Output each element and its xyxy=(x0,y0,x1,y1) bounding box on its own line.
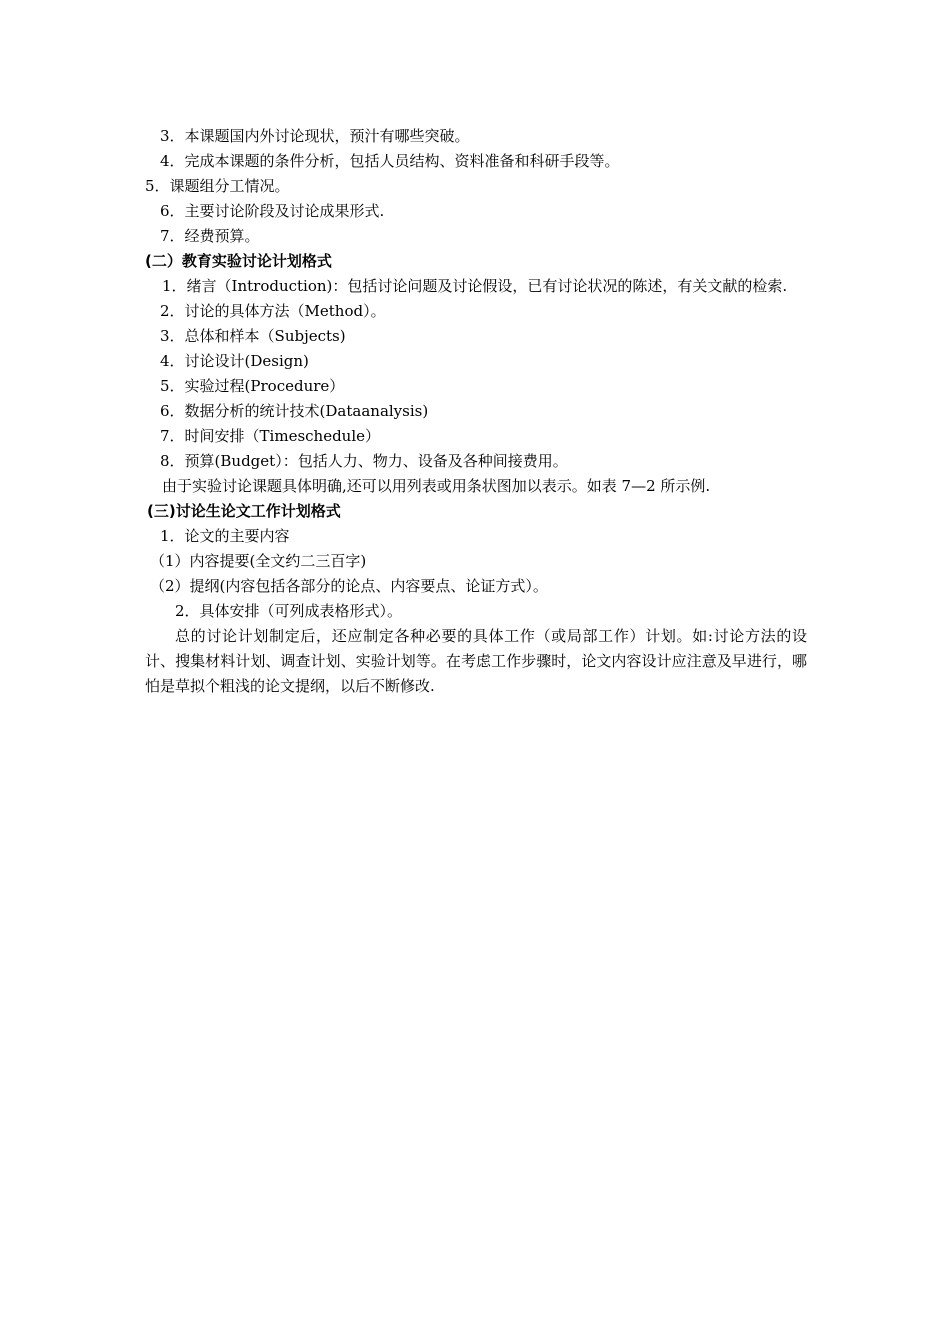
list-item-schedule: 2．具体安排（可列成表格形式）。 xyxy=(175,602,403,620)
list-item-budget-detail: 8．预算(Budget）：包括人力、物力、设备及各种间接费用。 xyxy=(160,452,568,470)
list-item-subjects: 3．总体和样本（Subjects) xyxy=(160,327,346,345)
list-item-timeschedule: 7．时间安排（Timeschedule） xyxy=(160,427,381,445)
list-item-topic-status: 3．本课题国内外讨论现状，预汁有哪些突破。 xyxy=(160,127,470,145)
sub-item-abstract: （1）内容提要(全文约二三百字) xyxy=(150,552,367,570)
list-item-thesis-content: 1．论文的主要内容 xyxy=(160,527,290,545)
list-item-design: 4．讨论设计(Design) xyxy=(160,352,309,370)
sub-item-outline: （2）提纲(内容包括各部分的论点、内容要点、论证方式）。 xyxy=(150,577,548,595)
list-item-research-stages: 6．主要讨论阶段及讨论成果形式. xyxy=(160,202,385,220)
list-item-procedure: 5．实验过程(Procedure） xyxy=(160,377,345,395)
paragraph-closing: 总的讨论计划制定后，还应制定各种必要的具体工作（或局部工作）计划。如:讨论方法的设计、搜集材料计划、调查计划、实验计划等。在考虑工作步骤时，论文内容设计应注意及早进行，哪怕是草拟个粗浅的论文提纲，以后不断修改. xyxy=(145,627,807,695)
paragraph-introduction: 1．绪言（Introduction)：包括讨论问题及讨论假设，已有讨论状况的陈述，有关文献的检索. xyxy=(162,277,788,295)
document-body xyxy=(145,124,807,699)
paragraph-note: 由于实验讨论课题具体明确,还可以用列表或用条状图加以表示。如表 7—2 所示例. xyxy=(162,477,711,495)
section-heading-education-experiment: (二）教育实验讨论计划格式 xyxy=(145,252,332,270)
list-item-method: 2．讨论的具体方法（Method）。 xyxy=(160,302,386,320)
list-item-data-analysis: 6．数据分析的统计技术(Dataanalysis) xyxy=(160,402,429,420)
section-heading-thesis-plan: (三)讨论生论文工作计划格式 xyxy=(147,502,341,520)
list-item-condition-analysis: 4．完成本课题的条件分析，包括人员结构、资料准备和科研手段等。 xyxy=(160,152,620,170)
list-item-group-division: 5．课题组分工情况。 xyxy=(145,177,290,195)
list-item-budget: 7．经费预算。 xyxy=(160,227,260,245)
